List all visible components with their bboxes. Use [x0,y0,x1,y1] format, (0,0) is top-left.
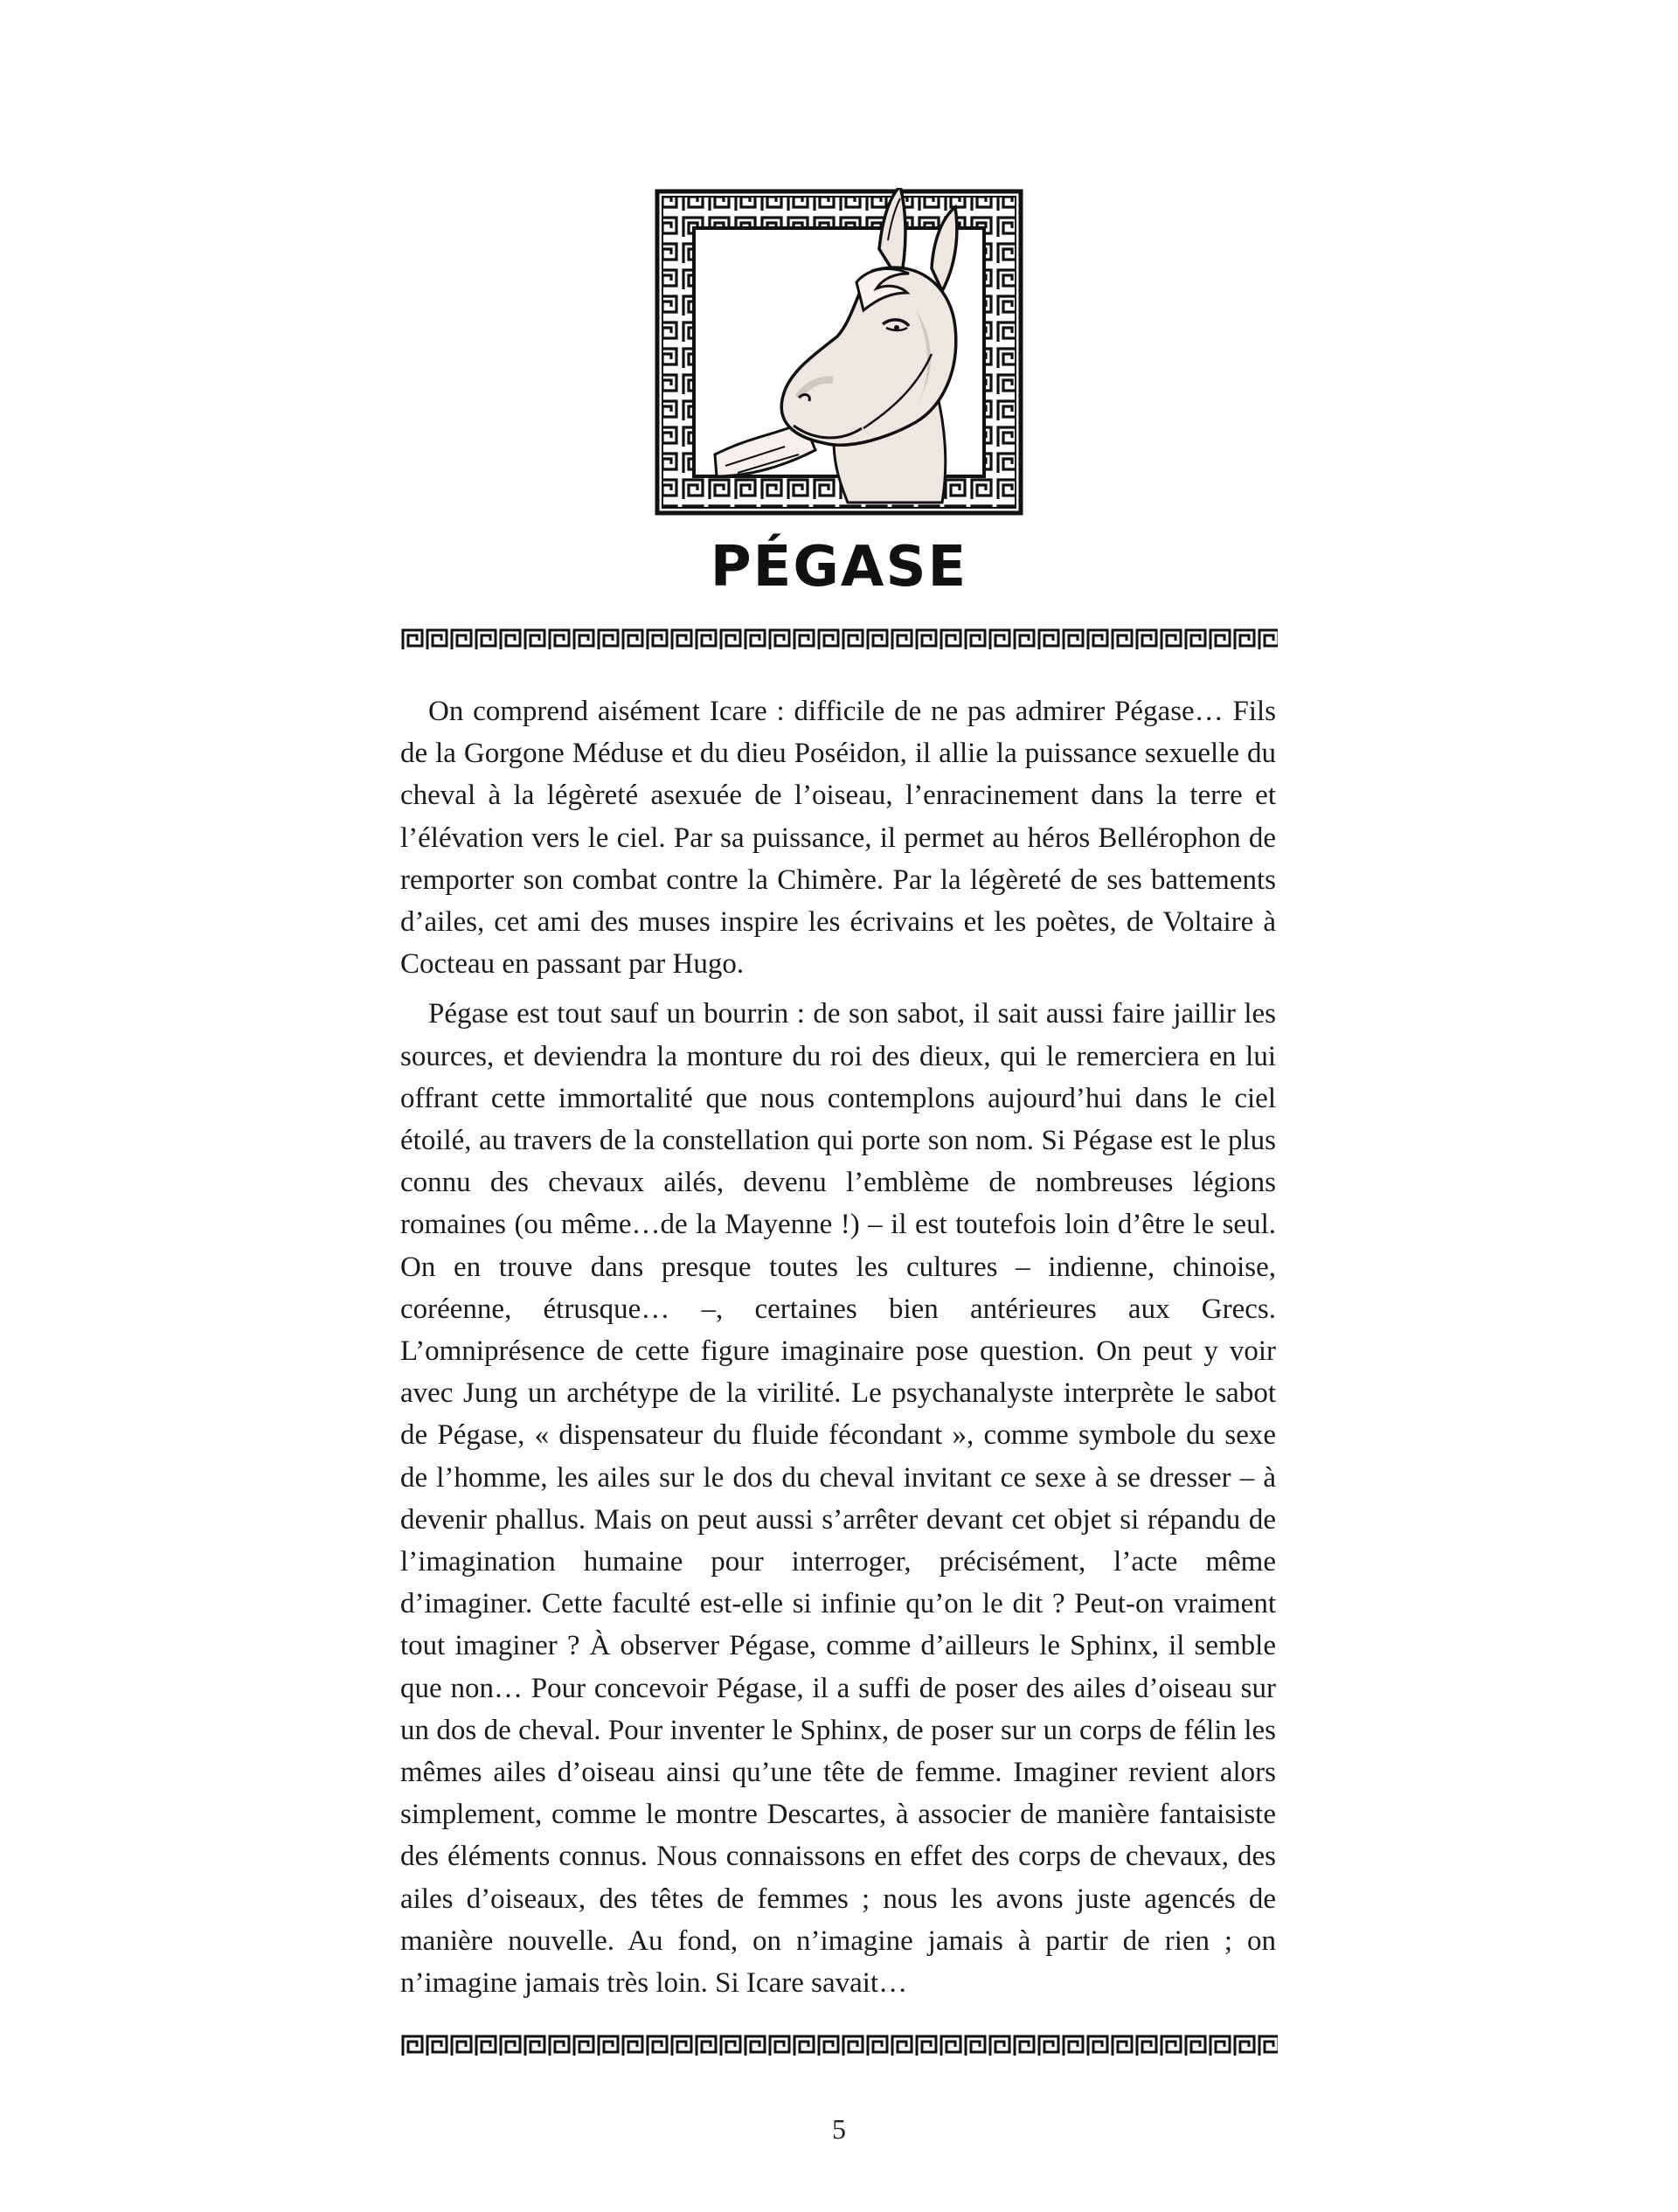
page-number: 5 [832,2113,846,2145]
meander-divider-bottom [400,2034,1278,2058]
paragraph: On comprend aisément Icare : difficile de ne pas admirer Pégase… Fils de la Gorgone Méduse et du dieu Poséidon, il allie la puissance sexuelle du cheval à la légèreté asexuée de l’oiseau, l’enracinement dans la terre et l’élévation vers le ciel. Par sa puissance, il permet au héros Bellérophon de remporter son combat contre la Chimère. Par la légèreté de ses battements d’ailes, cet ami des muses inspire les écrivains et les poètes, de Voltaire à Cocteau en passant par Hugo. [400,696,1276,981]
page-title: PÉGASE [710,535,968,600]
pegasus-illustration [654,188,1024,517]
meander-divider-top [400,628,1278,652]
body-text [400,690,1276,2012]
horse-head-icon [654,188,1024,517]
paragraph: Pégase est tout sauf un bourrin : de son sabot, il sait aussi faire jaillir les sources, et deviendra la monture du roi des dieux, qui le remerciera en lui offrant cette immortalité que nous contemplons aujourd’hui dans le ciel étoilé, au travers de la constellation qui porte son nom. Si Pégase est le plus connu des chevaux ailés, devenu l’emblème de nombreuses légions romaines (ou même…de la Mayenne !) – il est toutefois loin d’être le seul. On en trouve dans presque toutes les cultures – indienne, chinoise, coréenne, étrusque… –, certaines bien antérieures aux Grecs. L’omniprésence de cette figure imaginaire pose question. On peut y voir avec Jung un archétype de la virilité. Le psychanalyste interprète le sabot de Pégase, « dispensateur du fluide fécondant », comme symbole du sexe de l’homme, les ailes sur le dos du cheval invitant ce sexe à se dresser – à devenir phallus. Mais on peut aussi s’arrêter devant cet objet si répandu de l’imagination humaine pour interroger, précisément, l’acte même d’imaginer. Cette faculté est-elle si infinie qu’on le dit ? Peut-on vraiment tout imaginer ? À observer Pégase, comme d’ailleurs le Sphinx, il semble que non… Pour concevoir Pégase, il a suffi de poser des ailes d’oiseau sur un dos de cheval. Pour inventer le Sphinx, de poser sur un corps de félin les mêmes ailes d’oiseau ainsi qu’une tête de femme. Imaginer revient alors simplement, comme le montre Descartes, à associer de manière fantaisiste des éléments connus. Nous connaissons en effet des corps de chevaux, des ailes d’oiseaux, des têtes de femmes ; nous les avons juste agencés de manière nouvelle. Au fond, on n’imagine jamais à partir de rien ; on n’imagine jamais très loin. Si Icare savait… [400,998,1276,2000]
